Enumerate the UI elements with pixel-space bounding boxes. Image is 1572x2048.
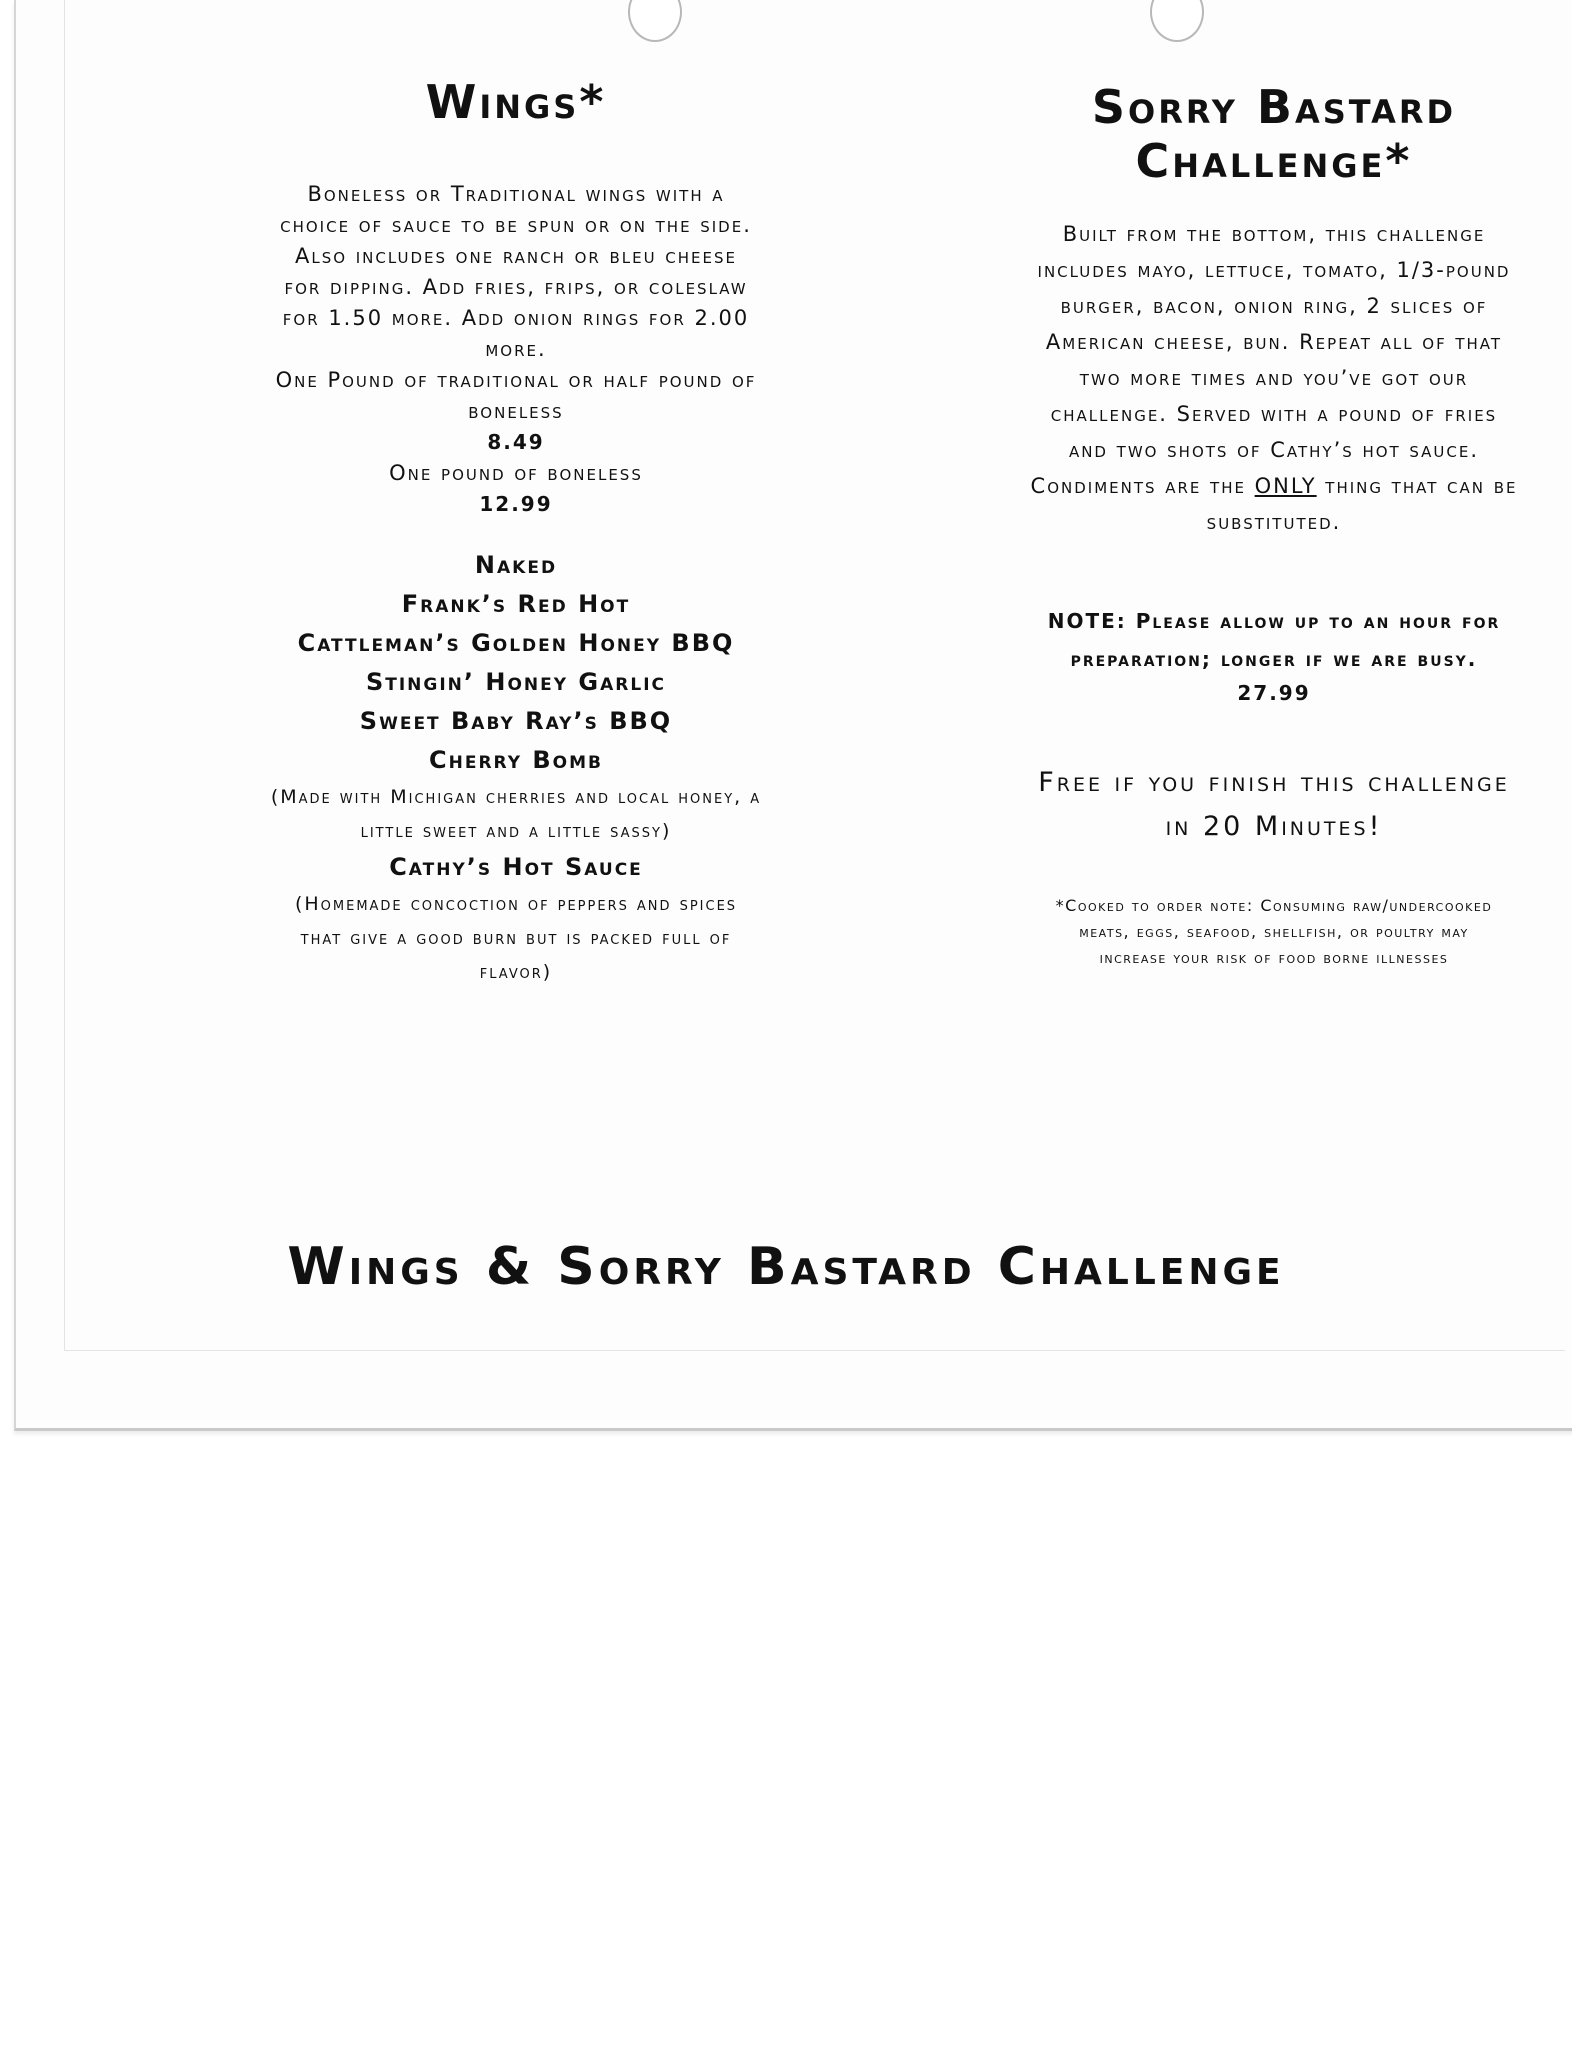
- wings-description-line: Boneless or Traditional wings with a: [307, 182, 725, 206]
- wings-option-1: One Pound of traditional or half pound of: [275, 368, 757, 392]
- challenge-title-line: Sorry Bastard: [1091, 80, 1457, 134]
- challenge-free-offer: [934, 761, 1572, 849]
- challenge-description-line: burger, bacon, onion ring, 2 slices of: [1060, 294, 1488, 318]
- sauce-sweet-baby-ray: Sweet Baby Ray’s BBQ: [359, 707, 673, 735]
- sauce-cathys: Cathy’s Hot Sauce: [389, 853, 643, 881]
- challenge-description-line: American cheese, bun. Repeat all of that: [1045, 330, 1503, 354]
- challenge-title-line: Challenge*: [1135, 134, 1413, 188]
- challenge-description-line: challenge. Served with a pound of fries: [1050, 402, 1498, 426]
- wings-option-2: One pound of boneless: [389, 461, 643, 485]
- wings-title: Wings*: [425, 75, 607, 129]
- food-safety-disclaimer: [934, 893, 1572, 971]
- sauce-description-line: (Homemade concoction of peppers and spices: [294, 893, 738, 915]
- wings-description-line: for dipping. Add fries, frips, or coleslaw: [284, 275, 748, 299]
- sauce-description-line: that give a good burn but is packed full of: [300, 927, 732, 949]
- sauce-stingin: Stingin’ Honey Garlic: [365, 668, 667, 696]
- wings-price-1: 8.49: [487, 430, 545, 454]
- disclaimer-line: increase your risk of food borne illnesses: [1099, 948, 1449, 967]
- wings-description-line: more.: [485, 337, 547, 361]
- sauce-franks: Frank’s Red Hot: [401, 590, 631, 618]
- sauce-cattleman: Cattleman’s Golden Honey BBQ: [297, 629, 735, 657]
- menu-card: [14, 0, 1572, 1431]
- sauce-naked: Naked: [474, 551, 558, 579]
- challenge-note: [934, 602, 1572, 678]
- challenge-description-line: two more times and you’ve got our: [1079, 366, 1469, 390]
- challenge-title: [934, 80, 1572, 188]
- wings-description-line: for 1.50 more. Add onion rings for 2.00: [282, 306, 750, 330]
- sauce-cherry-bomb: Cherry Bomb: [429, 746, 603, 774]
- challenge-description: [934, 216, 1572, 540]
- challenge-description-line: Built from the bottom, this challenge: [1062, 222, 1486, 246]
- sauce-description-line: flavor): [479, 961, 553, 983]
- condiments-only-emphasis: ONLY: [1254, 474, 1317, 498]
- challenge-note-line: NOTE: Please allow up to an hour for: [1047, 609, 1501, 633]
- sauce-description-line: (Made with Michigan cherries and local honey, a: [270, 786, 762, 808]
- challenge-section: [934, 80, 1572, 971]
- disclaimer-line: *Cooked to order note: Consuming raw/undercooked: [1055, 896, 1493, 915]
- sauce-description-line: little sweet and a little sassy): [360, 820, 672, 842]
- sauce-cherry-bomb-description: [156, 780, 876, 848]
- sauce-cathys-description: [156, 887, 876, 989]
- free-offer-line: in 20 Minutes!: [1165, 811, 1383, 842]
- challenge-description-line: and two shots of Cathy’s hot sauce.: [1068, 438, 1480, 462]
- condiments-text: Condiments are the: [1030, 474, 1255, 498]
- wings-section: [156, 75, 876, 989]
- condiments-text: thing that can be: [1316, 474, 1518, 498]
- challenge-condiments-line-2: substituted.: [1206, 510, 1342, 534]
- challenge-condiments-line: [934, 468, 1572, 504]
- challenge-price: 27.99: [1237, 681, 1311, 705]
- disclaimer-line: meats, eggs, seafood, shellfish, or poultry may: [1079, 922, 1469, 941]
- wings-description: [156, 179, 876, 427]
- wings-description-line: choice of sauce to be spun or on the side.: [280, 213, 752, 237]
- challenge-description-line: includes mayo, lettuce, tomato, 1/3-pound: [1037, 258, 1511, 282]
- wings-description-line: Also includes one ranch or bleu cheese: [295, 244, 737, 268]
- page-footer-title: Wings & Sorry Bastard Challenge: [287, 1237, 1285, 1297]
- free-offer-line: Free if you finish this challenge: [1038, 767, 1510, 798]
- wings-option-1: boneless: [468, 399, 564, 423]
- wings-price-2: 12.99: [479, 492, 553, 516]
- challenge-note-line: preparation; longer if we are busy.: [1070, 647, 1478, 671]
